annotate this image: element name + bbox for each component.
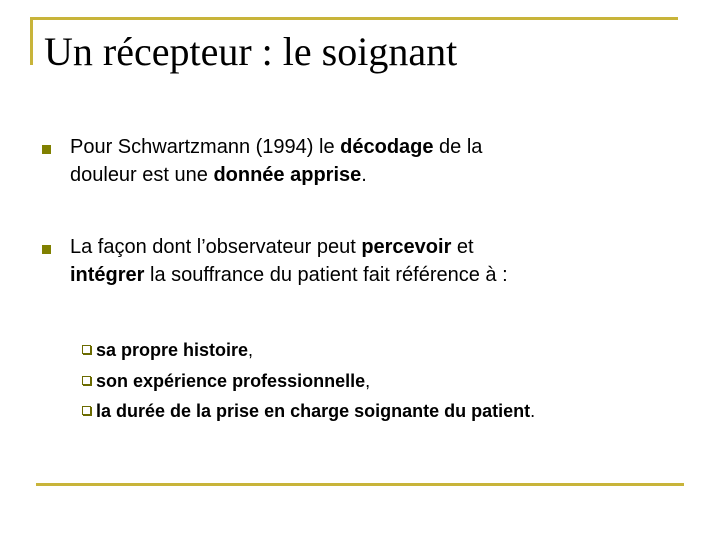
bullet-text-2 [70, 233, 670, 289]
text-run: La façon dont l’observateur peut [70, 236, 362, 258]
bold-term: décodage [340, 136, 434, 158]
bold-term: intégrer [70, 264, 145, 286]
hollow-square-bullet-icon [82, 376, 91, 385]
square-bullet-icon [42, 145, 51, 154]
top-rule [30, 17, 678, 20]
punctuation: . [530, 401, 536, 421]
hollow-square-bullet-icon [82, 406, 91, 415]
bottom-rule [36, 483, 684, 486]
text-run: et [451, 236, 474, 258]
slide-title: Un récepteur : le soignant [44, 29, 458, 74]
bold-term: percevoir [361, 236, 452, 258]
text-run: la souffrance du patient fait référence à : [144, 264, 508, 286]
text-run: douleur est une [70, 164, 214, 186]
left-rule [30, 17, 33, 65]
text-run: . [361, 164, 367, 186]
bold-term: donnée apprise [213, 164, 362, 186]
square-bullet-icon [42, 245, 51, 254]
punctuation: , [248, 340, 254, 360]
hollow-square-bullet-icon [82, 345, 91, 354]
sub-item-label: la durée de la prise en charge soignante du patient [96, 401, 531, 421]
punctuation: , [365, 371, 371, 391]
sub-item-2 [96, 369, 370, 393]
text-run: Pour Schwartzmann (1994) le [70, 136, 341, 158]
sub-item-1 [96, 338, 253, 362]
sub-item-label: son expérience professionnelle [96, 371, 366, 391]
text-run: de la [433, 136, 483, 158]
sub-item-3 [96, 399, 535, 423]
sub-item-label: sa propre histoire [96, 340, 249, 360]
bullet-text-1 [70, 133, 670, 189]
